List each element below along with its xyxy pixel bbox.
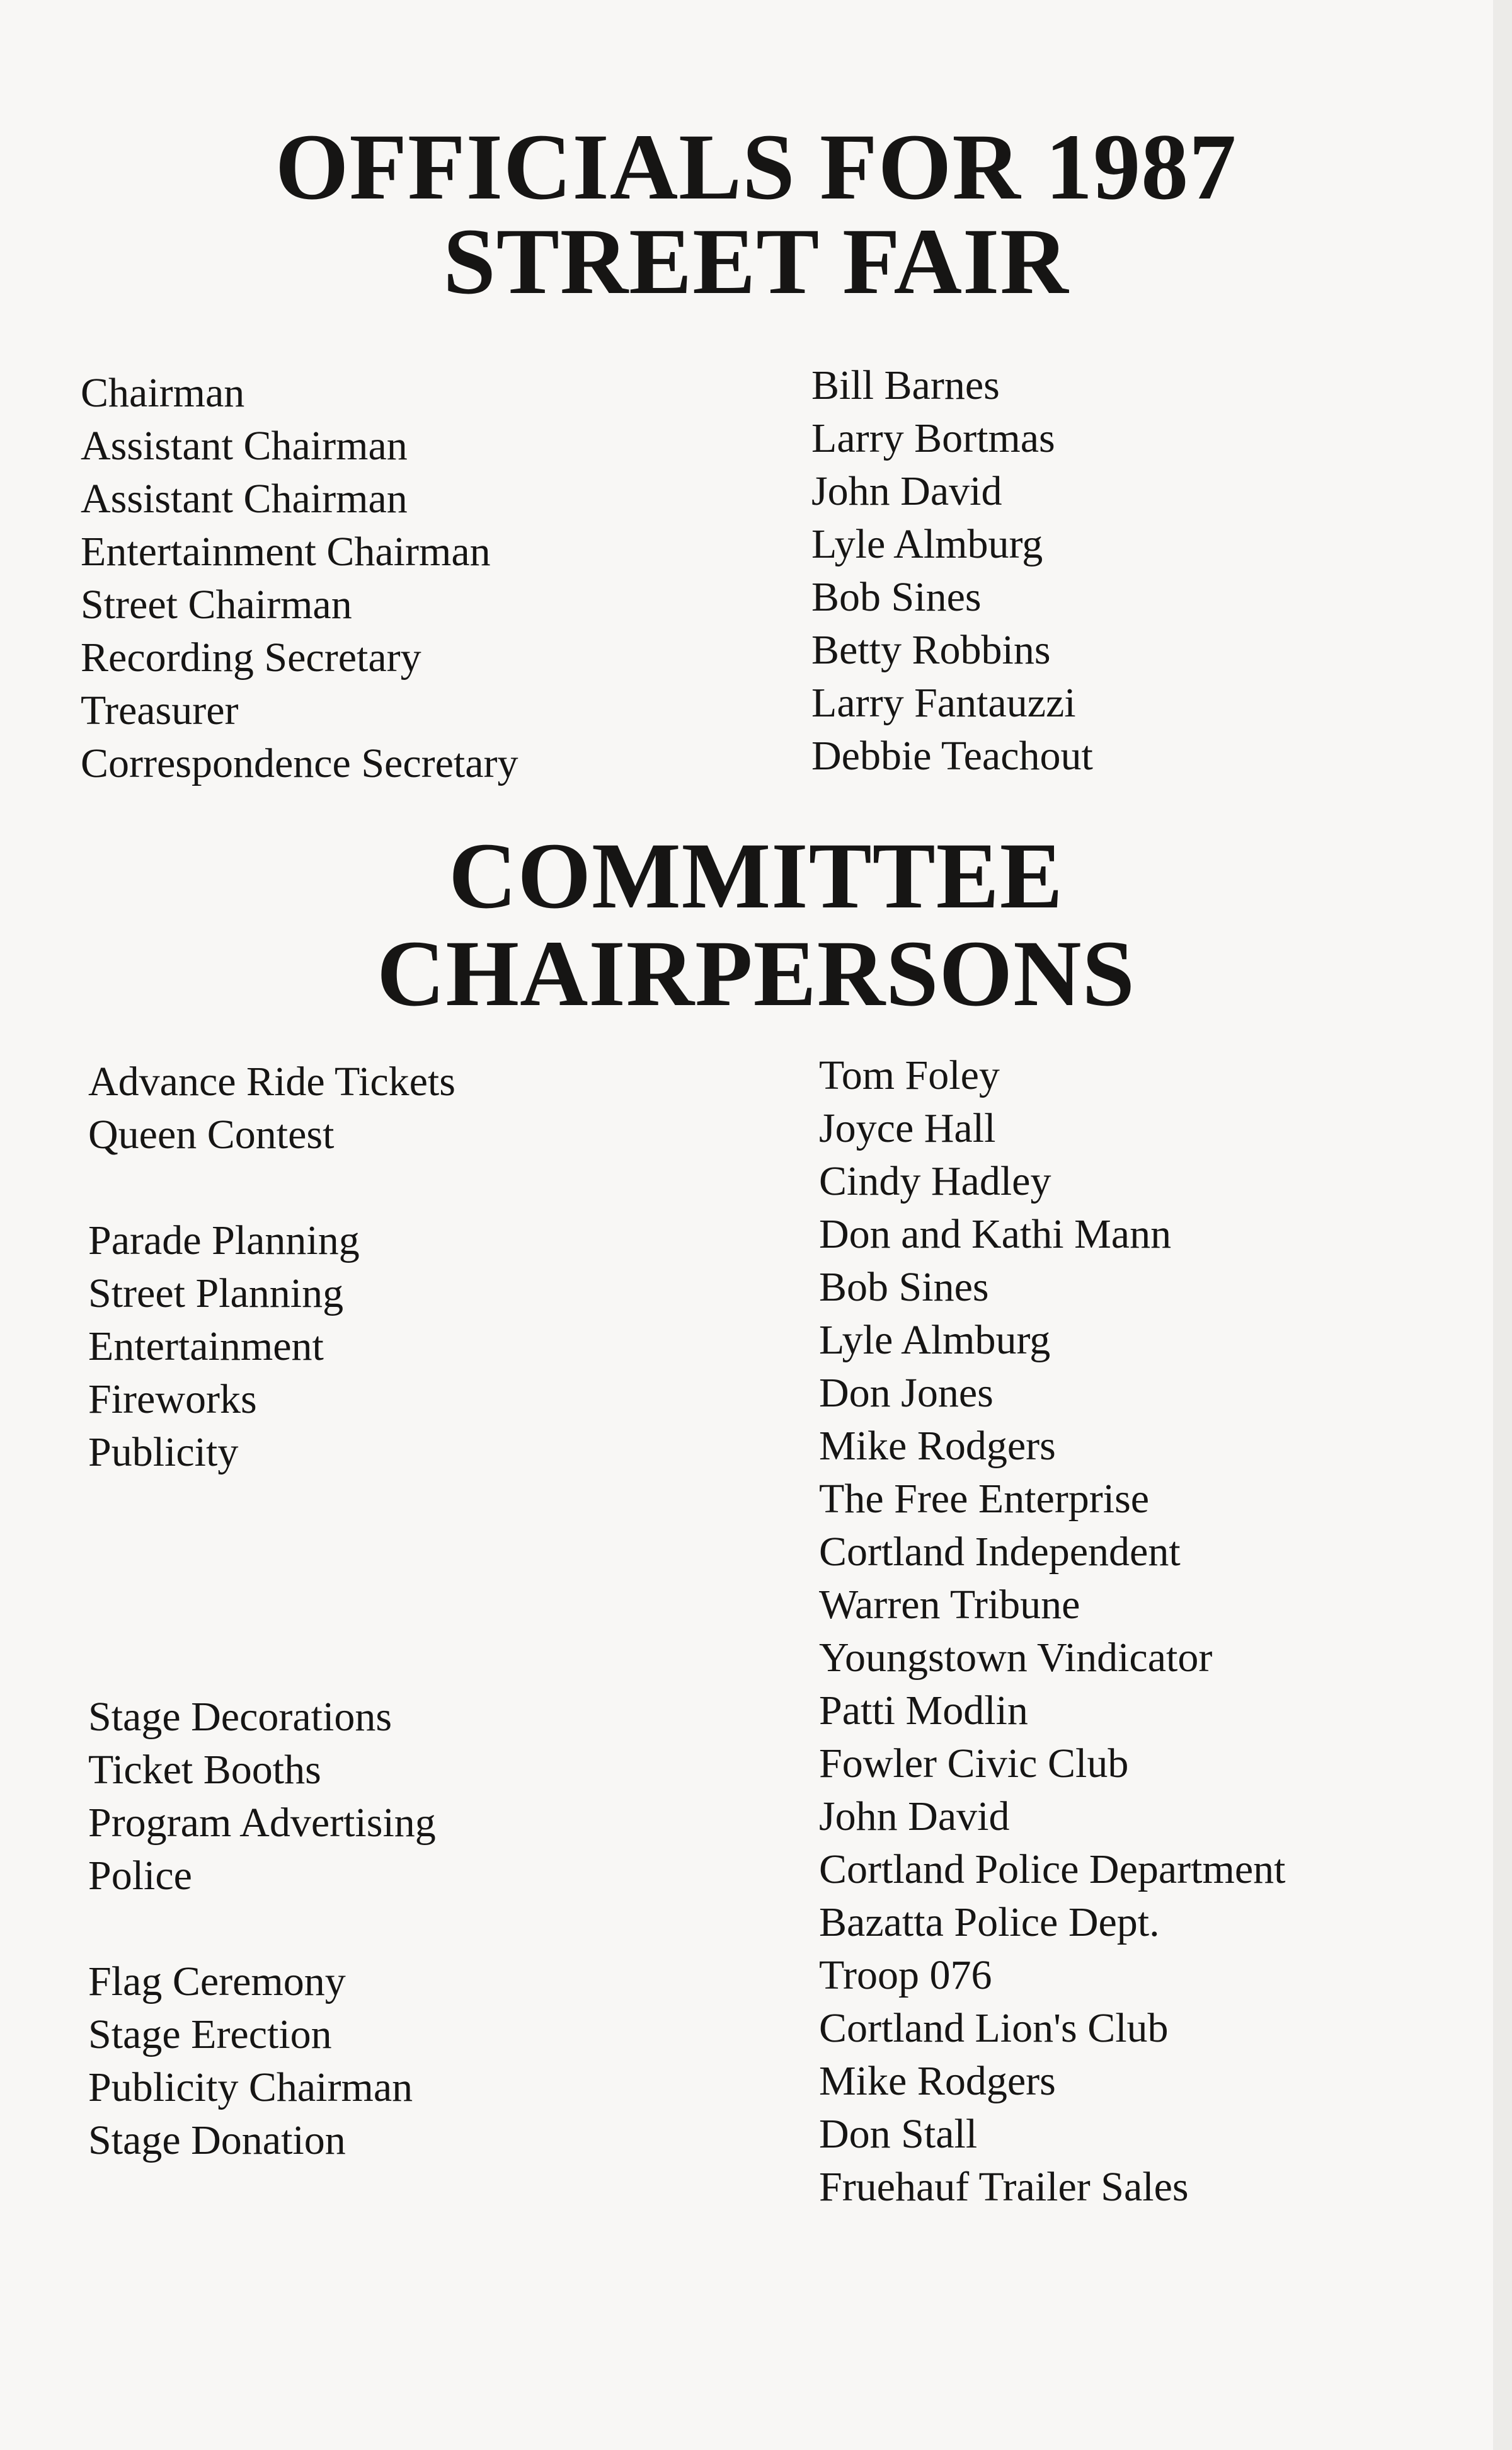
committee-role [88, 1638, 455, 1691]
committee-role: Stage Erection [88, 2011, 332, 2057]
committee-chairperson: The Free Enterprise [819, 1476, 1150, 1522]
committee-chairperson: Bob Sines [819, 1264, 989, 1310]
committee-chairperson: Don Stall [819, 2111, 978, 2157]
committee-role: Stage Donation [88, 2117, 346, 2163]
committee-role: Flag Ceremony [88, 1958, 346, 2004]
committee-chairperson: Patti Modlin [819, 1688, 1028, 1734]
committee-chairperson: Don and Kathi Mann [819, 1211, 1172, 1257]
committee-chairperson: Cortland Police Department [819, 1846, 1286, 1892]
committee-role: Publicity [88, 1429, 239, 1475]
officials-title-line1: OFFICIALS FOR 1987 [275, 115, 1237, 219]
official-name: Lyle Almburg [811, 521, 1043, 567]
official-name: Betty Robbins [811, 627, 1051, 673]
committee-role [88, 1585, 455, 1638]
committee-role: Fireworks [88, 1376, 257, 1422]
committee-role [88, 1479, 455, 1532]
committee-chairperson: Tom Foley [819, 1052, 1000, 1098]
committee-role: Police [88, 1853, 192, 1899]
official-name: Bill Barnes [811, 362, 1000, 408]
official-role: Street Chairman [81, 582, 352, 628]
official-role: Chairman [81, 370, 245, 416]
committee-chairperson: Cortland Lion's Club [819, 2005, 1169, 2051]
official-name: Larry Bortmas [811, 415, 1055, 461]
committee-chairperson: Don Jones [819, 1370, 994, 1416]
committee-chairperson: Joyce Hall [819, 1105, 996, 1151]
page-edge-shadow [1493, 0, 1512, 2450]
committee-role: Stage Decorations [88, 1694, 392, 1740]
committee-role: Advance Ride Tickets [88, 1059, 455, 1105]
committee-chairperson: Lyle Almburg [819, 1317, 1051, 1363]
committee-role: Publicity Chairman [88, 2064, 413, 2110]
committee-chairperson: Mike Rodgers [819, 1423, 1056, 1469]
committee-chairperson: Bazatta Police Dept. [819, 1899, 1160, 1945]
committee-chairperson: John David [819, 1793, 1010, 1839]
committee-names-list [819, 1049, 1285, 2214]
committee-role: Program Advertising [88, 1800, 436, 1846]
committee-title-line1: COMMITTEE [449, 824, 1063, 928]
official-name: Larry Fantauzzi [811, 680, 1076, 726]
committee-role: Ticket Booths [88, 1747, 321, 1793]
committee-title-line2: CHAIRPERSONS [377, 921, 1135, 1026]
official-role: Entertainment Chairman [81, 529, 491, 575]
official-role: Assistant Chairman [81, 476, 408, 522]
official-role: Recording Secretary [81, 635, 421, 681]
officials-names-list [811, 359, 1093, 783]
committee-chairperson: Mike Rodgers [819, 2058, 1056, 2104]
committee-chairperson: Cindy Hadley [819, 1158, 1051, 1204]
committee-chairperson: Youngstown Vindicator [819, 1635, 1213, 1681]
committee-role [88, 1902, 455, 1955]
committee-role [88, 1532, 455, 1585]
official-name: John David [811, 468, 1002, 514]
official-name: Bob Sines [811, 574, 982, 620]
committee-role [88, 1161, 455, 1214]
committee-chairperson: Cortland Independent [819, 1529, 1181, 1575]
committee-role: Parade Planning [88, 1217, 360, 1263]
official-role: Treasurer [81, 687, 239, 733]
committee-chairperson: Warren Tribune [819, 1582, 1080, 1628]
committee-role: Queen Contest [88, 1112, 335, 1158]
committee-roles-list [88, 1055, 455, 2167]
committee-role: Entertainment [88, 1323, 324, 1369]
official-name: Debbie Teachout [811, 733, 1093, 779]
official-role: Correspondence Secretary [81, 740, 518, 786]
official-role: Assistant Chairman [81, 423, 408, 469]
officials-title-line2: STREET FAIR [443, 209, 1069, 314]
officials-roles-list [81, 367, 518, 790]
committee-chairperson: Fowler Civic Club [819, 1740, 1129, 1786]
committee-chairperson: Fruehauf Trailer Sales [819, 2164, 1189, 2210]
committee-role: Street Planning [88, 1270, 344, 1316]
committee-chairperson: Troop 076 [819, 1952, 992, 1998]
